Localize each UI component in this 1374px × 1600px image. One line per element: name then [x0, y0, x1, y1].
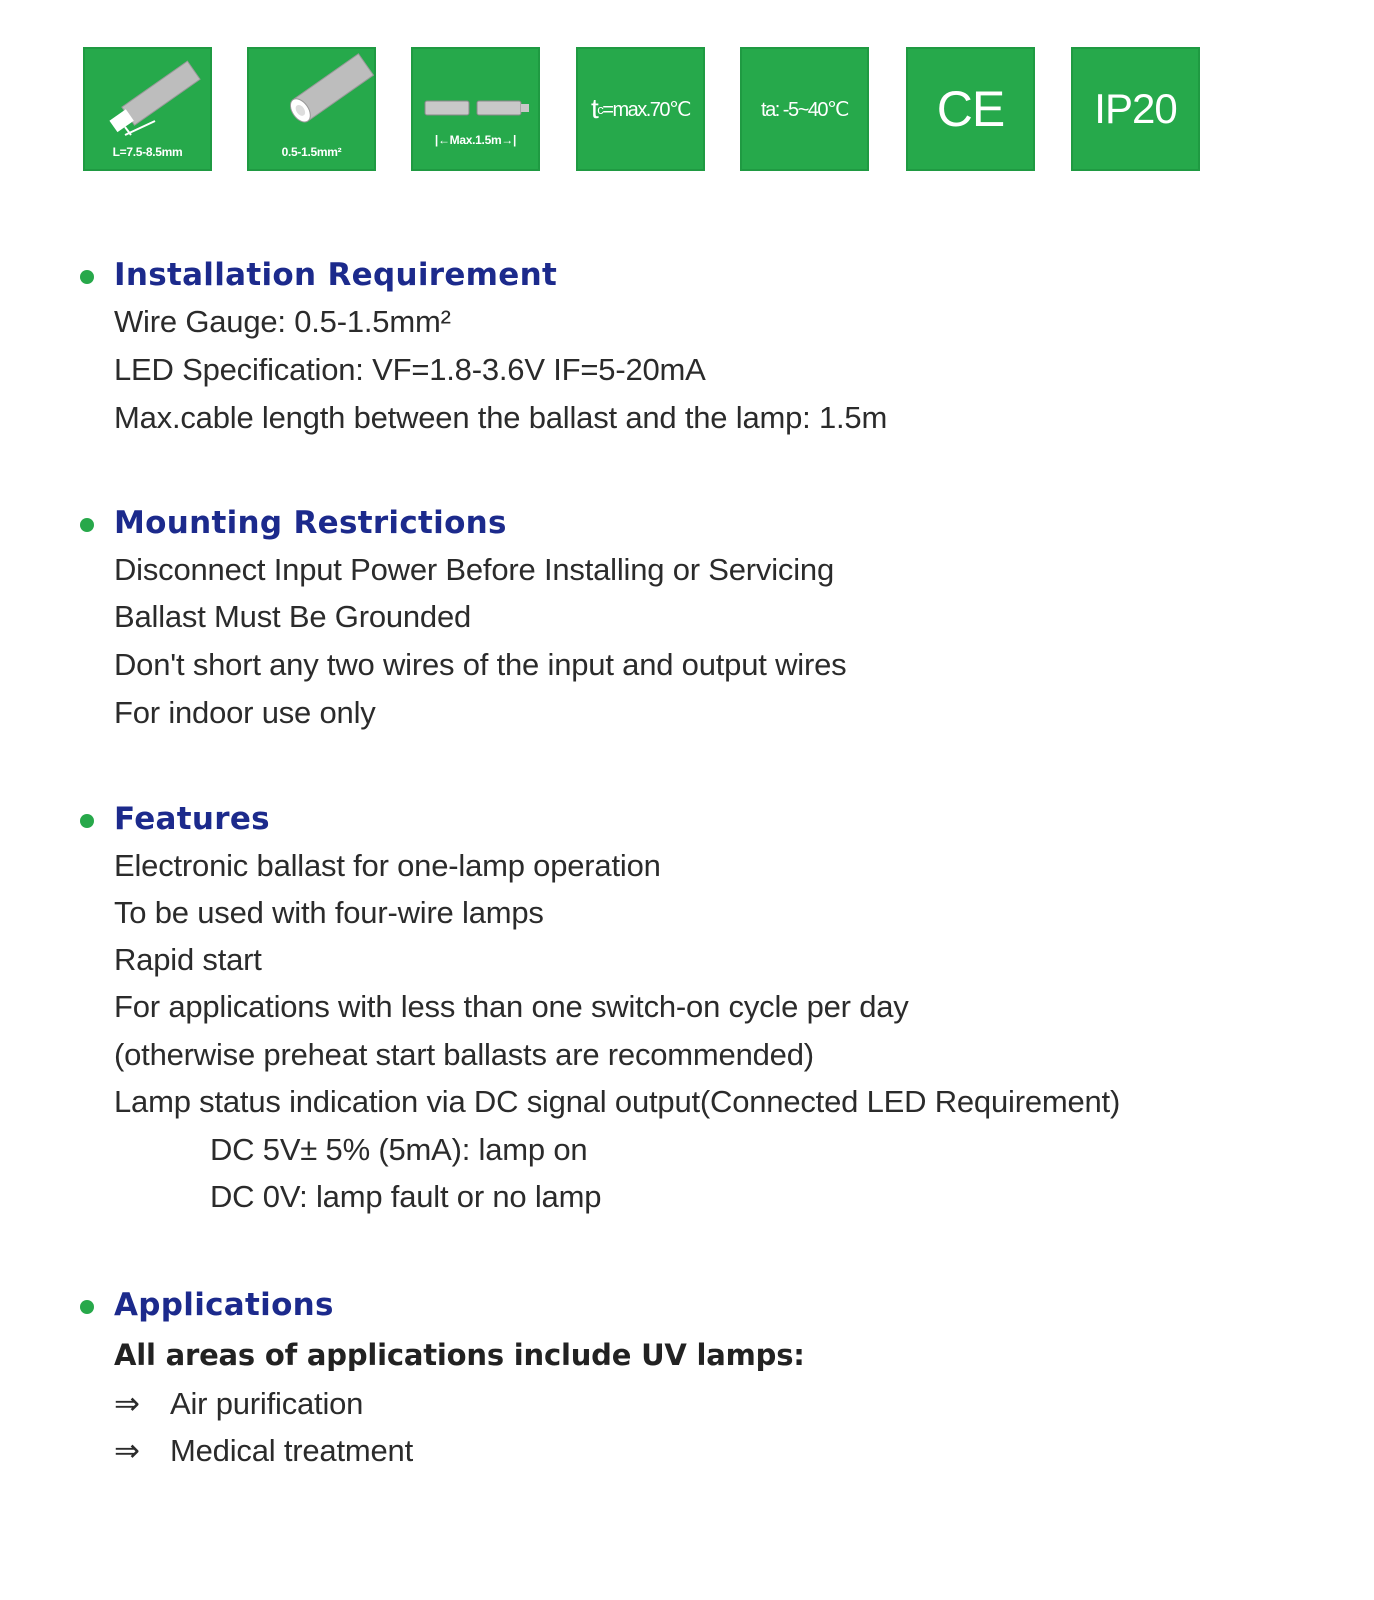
ip20-text: IP20 [1094, 85, 1177, 132]
applications-heading: Applications [114, 1287, 334, 1323]
features-heading: Features [114, 801, 270, 837]
cable-length-icon [411, 47, 540, 171]
features-subline: DC 5V± 5% (5mA): lamp on [210, 1132, 588, 1167]
mounting-heading: Mounting Restrictions [114, 505, 507, 541]
features-line: For applications with less than one switch-on cycle per day [114, 989, 909, 1024]
features-line: Rapid start [114, 942, 262, 977]
features-line: Electronic ballast for one-lamp operation [114, 848, 661, 883]
cable-length-caption: |←Max.1.5m→| [434, 133, 517, 147]
ce-mark-text: CE [936, 81, 1005, 137]
mounting-line: For indoor use only [114, 695, 376, 730]
application-item [114, 1433, 413, 1469]
application-item-label: Air purification [170, 1386, 364, 1421]
wire-strip-length-icon [83, 47, 212, 171]
tc-letter: t [590, 93, 598, 124]
installation-heading: Installation Requirement [114, 257, 558, 293]
bullet-icon [80, 518, 94, 532]
installation-line: Max.cable length between the ballast and the lamp: 1.5m [114, 400, 888, 435]
application-item [114, 1386, 363, 1422]
bullet-icon [80, 814, 94, 828]
wire-strip-length-caption: L=7.5-8.5mm [112, 145, 183, 159]
features-line: Lamp status indication via DC signal output(Connected LED Requirement) [114, 1084, 1121, 1119]
application-item-label: Medical treatment [170, 1433, 413, 1468]
arrow-icon: ⇒ [114, 1433, 140, 1468]
wire-gauge-caption: 0.5-1.5mm² [281, 145, 342, 159]
ip20-icon [1071, 47, 1200, 171]
installation-line: Wire Gauge: 0.5-1.5mm² [114, 304, 451, 339]
ta-temperature-icon [740, 47, 869, 171]
tc-temperature-icon [576, 47, 705, 171]
features-line: (otherwise preheat start ballasts are recommended) [114, 1037, 814, 1072]
mounting-line: Don't short any two wires of the input and output wires [114, 647, 847, 682]
ta-value: ta: -5~40℃ [761, 98, 848, 121]
features-subline: DC 0V: lamp fault or no lamp [210, 1179, 602, 1214]
tc-value: =max.70℃ [602, 98, 690, 121]
mounting-line: Ballast Must Be Grounded [114, 599, 472, 634]
installation-line: LED Specification: VF=1.8-3.6V IF=5-20mA [114, 352, 706, 387]
ce-mark-icon [906, 47, 1035, 171]
bullet-icon [80, 270, 94, 284]
wire-gauge-icon [247, 47, 376, 171]
tc-subscript: c [597, 101, 603, 117]
features-line: To be used with four-wire lamps [114, 895, 544, 930]
bullet-icon [80, 1300, 94, 1314]
applications-intro: All areas of applications include UV lamps: [114, 1338, 805, 1372]
mounting-line: Disconnect Input Power Before Installing or Servicing [114, 552, 834, 587]
arrow-icon: ⇒ [114, 1386, 140, 1421]
